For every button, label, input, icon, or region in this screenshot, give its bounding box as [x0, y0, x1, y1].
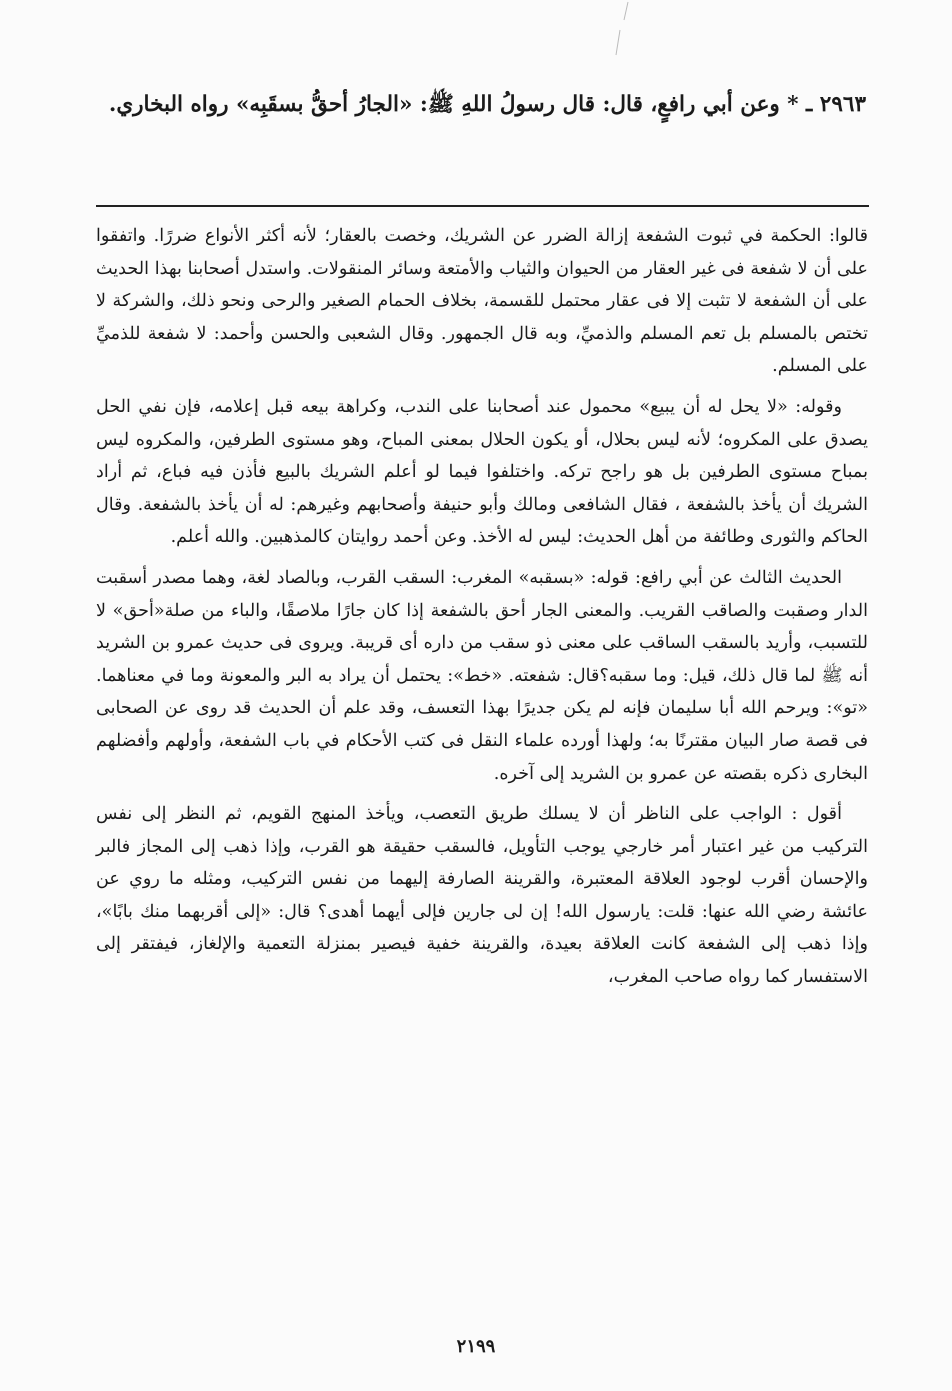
commentary-paragraph: الحديث الثالث عن أبي رافع: قوله: «بسقبه» المغرب: السقب القرب، وبالصاد لغة، وهما مصدر أسقبت الدار وصقبت والصاقب القريب. والمعنى الجار أحق بالشفعة إذا كان جارًا ملاصقًا، والباء من صلة«أحق» لا للتسبب، وأريد بالسقب الساقب على معنى ذو سقب من داره أى قريبة. ويروى فى حديث عمرو بن الشريد أنه ﷺ لما قال ذلك، قيل: وما سقبه؟قال: شفعته. «خط»: يحتمل أن يراد به البر والمعونة وما في معناهما. «تو»: ويرحم الله أبا سليمان فإنه لم يكن جديرًا بهذا التعسف، وقد علم أن الحديث قد روى عن الصحابى فى قصة صار البيان مقترنًا به؛ ولهذا أورده علماء النقل فى كتب الأحكام في باب الشفعة، وأولهم وأفضلهم البخارى ذكره بقصته عن عمرو بن الشريد إلى آخره. [96, 567, 868, 784]
commentary-paragraph: وقوله: «لا يحل له أن يبيع» محمول عند أصحابنا على الندب، وكراهة بيعه قبل إعلامه، فإن نفي الحل يصدق على المكروه؛ لأنه ليس بحلال، أو يكون الحلال بمعنى المباح، وهو مستوى الطرفين، والمكروه ليس بمباح مستوى الطرفين بل هو راجح تركه. واختلفوا فيما لو أعلم الشريك بالبيع فأذن فيه فباع، ثم أراد الشريك أن يأخذ بالشفعة ، فقال الشافعى ومالك وأبو حنيفة وأصحابهم وغيرهم: له أن يأخذ بالشفعة. وقال الحاكم والثورى وطائفة من أهل الحديث: ليس له الأخذ. وعن أحمد روايتان كالمذهبين. والله أعلم. [96, 396, 868, 548]
hadith-text: ٢٩٦٣ ـ * وعن أبي رافعٍ، قال: قال رسولُ اللهِ ﷺ: «الجارُ أحقُّ بسقَبِه» رواه البخاري. [108, 92, 866, 117]
commentary-paragraph: قالوا: الحكمة في ثبوت الشفعة إزالة الضرر عن الشريك، وخصت بالعقار؛ لأنه أكثر الأنواع ضررًا. واتفقوا على أن لا شفعة فى غير العقار من الحيوان والثياب والأمتعة وسائر المنقولات. واستدل أصحابنا بهذا الحديث على أن الشفعة لا تثبت إلا فى عقار محتمل للقسمة، بخلاف الحمام الصغير والرحى ونحو ذلك، والشركة لا تختص بالمسلم بل تعم المسلم والذميِّ، وبه قال الجمهور. وقال الشعبى والحسن وأحمد: لا شفعة للذميِّ على المسلم. [96, 226, 868, 377]
commentary-paragraph: أقول : الواجب على الناظر أن لا يسلك طريق التعصب، ويأخذ المنهج القويم، ثم النظر إلى نفس التركيب من غير اعتبار أمر خارجي يوجب التأويل، فالسقب حقيقة هو القرب، وإذا ذهب إلى المجاز فالبر والإحسان أقرب لوجود العلاقة المعتبرة، والقرينة الصارفة إليهما من نفس التركيب، ومثله ما روي عن عائشة رضي الله عنها: قلت: يارسول الله! إن لى جارين فإلى أيهما أهدى؟ قال: «إلى أقربهما منك بابًا»، وإذا ذهب إلى الشفعة كانت العلاقة بعيدة، والقرينة خفية فيصير بمنزلة التعمية والإلغاز، فيفتقر إلى الاستفسار كما رواه صاحب المغرب، [96, 804, 868, 988]
commentary-block [96, 220, 868, 1002]
page-number: ٢١٩٩ [456, 1336, 496, 1357]
scan-artifact-mark [606, 0, 636, 60]
hadith-block [96, 86, 866, 124]
section-divider [96, 205, 869, 207]
